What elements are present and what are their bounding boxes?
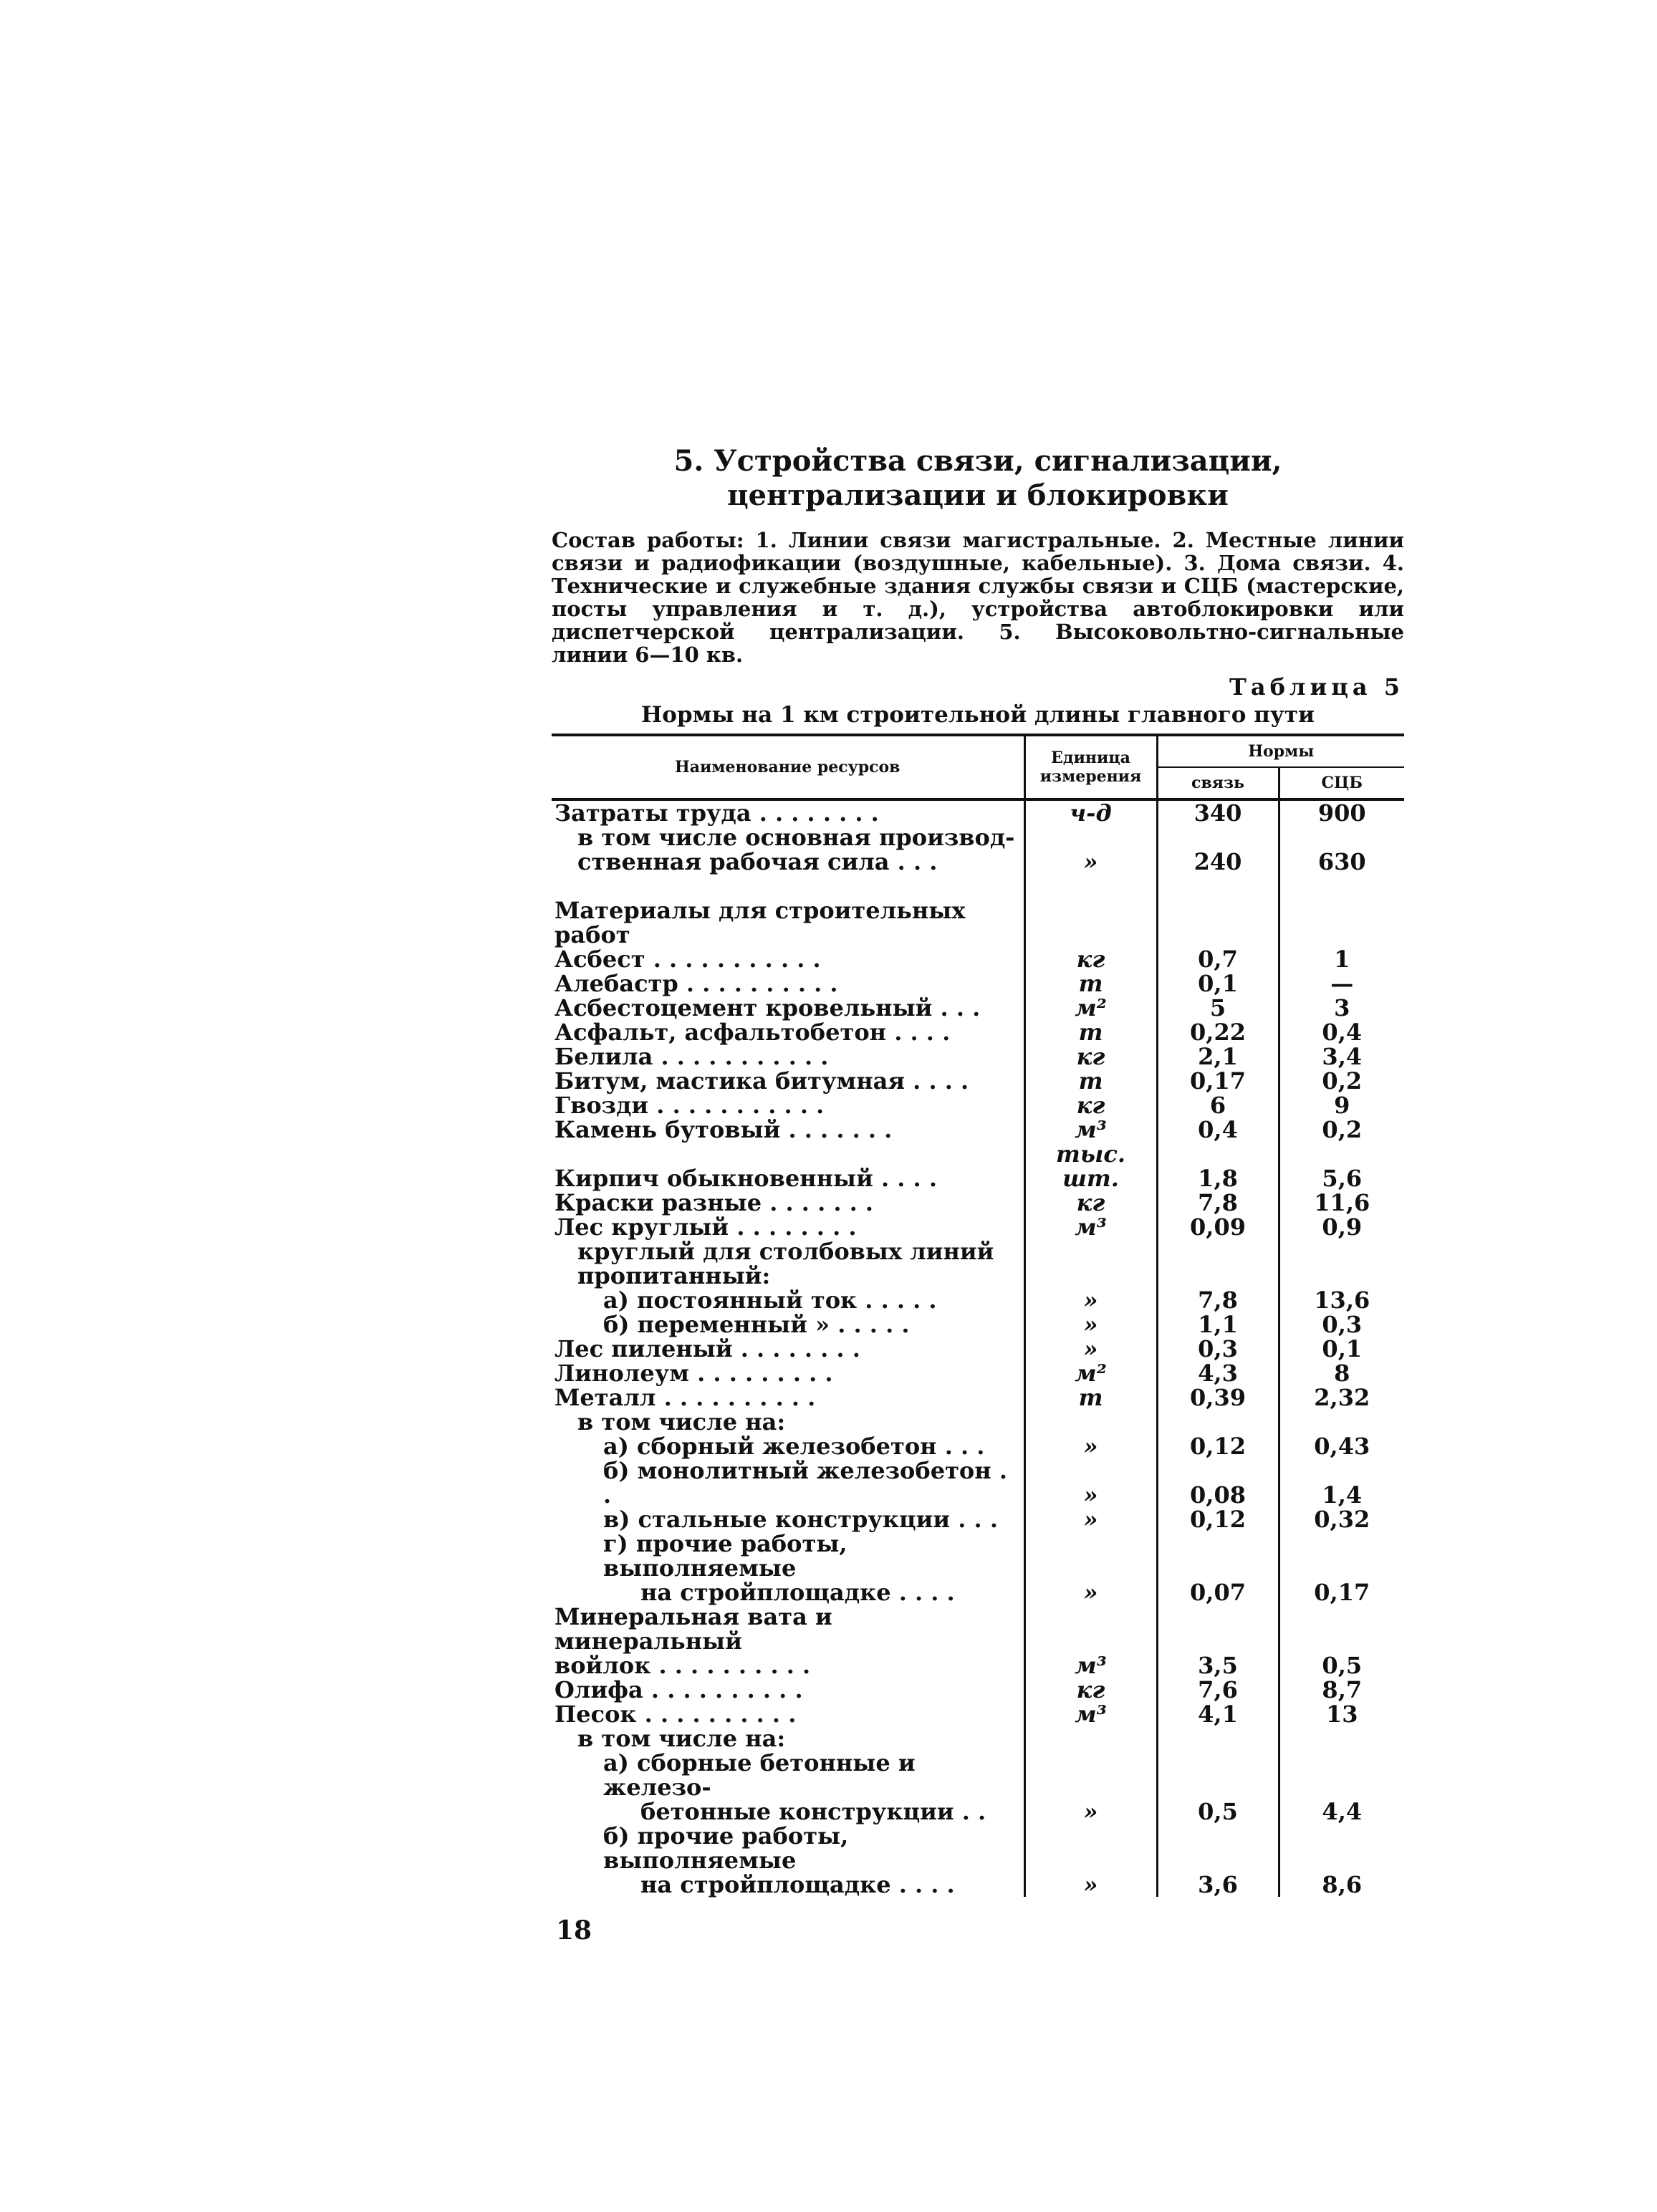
communication-value-cell: 3,5 (1157, 1653, 1279, 1678)
table-row (552, 1410, 1404, 1434)
scb-value-cell: 13,6 (1314, 1287, 1370, 1314)
unit-cell: » (1024, 850, 1157, 874)
resource-name-cell (552, 874, 1024, 898)
header-resource-name: Наименование ресурсов (552, 735, 1024, 799)
communication-value-cell: 7,6 (1157, 1678, 1279, 1702)
unit-cell: » (1024, 1458, 1157, 1507)
unit-cell: м³ (1024, 1702, 1157, 1726)
unit-cell: кг (1024, 1093, 1157, 1117)
unit-cell (1024, 898, 1157, 947)
communication-value-cell: 0,07 (1157, 1580, 1279, 1605)
table-row (552, 947, 1404, 971)
table-row (552, 825, 1404, 850)
table-row (552, 996, 1404, 1020)
communication-value-cell (1157, 1239, 1279, 1288)
scb-value-cell: 8,7 (1322, 1676, 1363, 1703)
scb-value-cell (1279, 1239, 1404, 1288)
unit-cell: » (1024, 1507, 1157, 1531)
scb-value-cell: 8,6 (1322, 1871, 1363, 1898)
scb-value-cell: 0,32 (1314, 1506, 1370, 1533)
communication-value-cell: 7,8 (1157, 1191, 1279, 1215)
work-composition-text: Состав работы: 1. Линии связи магистральные. 2. Местные линии связи и радиофикации (воздушные, кабельные). 3. Дома связи. 4. Технические и служебные здания службы связи и СЦБ (мастерские, посты управления и т. д.), устройства автоблокировки или диспетчерской централизации. 5. Высоковольтно-сигнальные линии 6—10 кв. (552, 528, 1404, 667)
unit-cell: » (1024, 1799, 1157, 1824)
resource-name-cell: на стройплощадке . . . . (552, 1580, 1024, 1605)
unit-cell (1024, 874, 1157, 898)
resource-name-cell: г) прочие работы, выполняемые (552, 1531, 1024, 1580)
table-row (552, 1702, 1404, 1726)
unit-cell: т (1024, 1069, 1157, 1093)
table-row (552, 1458, 1404, 1507)
unit-cell: » (1024, 1580, 1157, 1605)
resource-name-cell: в том числе основная производ- (552, 825, 1024, 850)
resource-name-cell: Олифа . . . . . . . . . . (552, 1678, 1024, 1702)
scb-value-cell: 8 (1334, 1360, 1350, 1387)
scb-value-cell: 0,2 (1322, 1067, 1363, 1095)
resource-name-cell: в том числе на: (552, 1410, 1024, 1434)
scb-value-cell (1279, 1824, 1404, 1872)
scb-value-cell (1279, 825, 1404, 850)
unit-cell (1024, 1726, 1157, 1751)
norms-table (552, 734, 1404, 1897)
communication-value-cell: 1,8 (1157, 1142, 1279, 1191)
resource-name-cell: б) прочие работы, выполняемые (552, 1824, 1024, 1872)
communication-value-cell: 0,17 (1157, 1069, 1279, 1093)
communication-value-cell: 4,3 (1157, 1361, 1279, 1385)
resource-name-cell: а) сборные бетонные и железо- (552, 1751, 1024, 1799)
page-number: 18 (556, 1915, 592, 1946)
unit-cell: т (1024, 971, 1157, 996)
header-col-scb: СЦБ (1279, 767, 1404, 799)
communication-value-cell (1157, 874, 1279, 898)
communication-value-cell (1157, 1824, 1279, 1872)
scb-value-cell: 1,4 (1322, 1481, 1363, 1509)
resource-name-cell: Песок . . . . . . . . . . (552, 1702, 1024, 1726)
resource-name-cell: Металл . . . . . . . . . . (552, 1385, 1024, 1410)
table-row (552, 874, 1404, 898)
table-row (552, 1678, 1404, 1702)
communication-value-cell (1157, 1531, 1279, 1580)
scb-value-cell: 11,6 (1314, 1189, 1370, 1216)
communication-value-cell: 0,3 (1157, 1337, 1279, 1361)
unit-cell (1024, 1410, 1157, 1434)
table-row (552, 1751, 1404, 1799)
table-row (552, 1337, 1404, 1361)
table-row (552, 1312, 1404, 1337)
unit-cell: кг (1024, 1044, 1157, 1069)
communication-value-cell (1157, 825, 1279, 850)
unit-cell (1024, 1239, 1157, 1288)
unit-cell (1024, 1751, 1157, 1799)
communication-value-cell: 7,8 (1157, 1288, 1279, 1312)
unit-cell: м² (1024, 1361, 1157, 1385)
resource-name-cell: бетонные конструкции . . (552, 1799, 1024, 1824)
resource-name-cell: Кирпич обыкновенный . . . . (552, 1142, 1024, 1191)
scb-value-cell (1279, 898, 1404, 947)
unit-cell: » (1024, 1288, 1157, 1312)
unit-cell: кг (1024, 1191, 1157, 1215)
resource-name-cell: Битум, мастика битумная . . . . (552, 1069, 1024, 1093)
communication-value-cell: 340 (1157, 799, 1279, 825)
unit-cell: » (1024, 1312, 1157, 1337)
unit-cell: ч-д (1024, 799, 1157, 825)
table-row (552, 1117, 1404, 1142)
scb-value-cell: 0,17 (1314, 1579, 1370, 1606)
table-row (552, 1385, 1404, 1410)
scb-value-cell (1279, 1410, 1404, 1434)
scb-value-cell: 0,3 (1322, 1311, 1363, 1338)
communication-value-cell: 0,4 (1157, 1117, 1279, 1142)
communication-value-cell: 0,22 (1157, 1020, 1279, 1044)
table-row (552, 1191, 1404, 1215)
unit-cell: м³ (1024, 1653, 1157, 1678)
unit-cell: тыс. шт. (1024, 1142, 1157, 1191)
table-row (552, 1507, 1404, 1531)
communication-value-cell: 1,1 (1157, 1312, 1279, 1337)
scb-value-cell: 0,1 (1322, 1335, 1363, 1362)
table-row (552, 1872, 1404, 1897)
unit-cell (1024, 825, 1157, 850)
unit-cell: м³ (1024, 1117, 1157, 1142)
scb-value-cell: 0,5 (1322, 1652, 1363, 1679)
resource-name-cell: ственная рабочая сила . . . (552, 850, 1024, 874)
resource-name-cell: Лес круглый . . . . . . . . (552, 1215, 1024, 1239)
communication-value-cell: 0,08 (1157, 1458, 1279, 1507)
resource-name-cell: Белила . . . . . . . . . . . (552, 1044, 1024, 1069)
header-unit: Единица измерения (1024, 735, 1157, 799)
table-row (552, 1288, 1404, 1312)
table-row (552, 1580, 1404, 1605)
resource-name-cell: б) монолитный железобетон . . (552, 1458, 1024, 1507)
scb-value-cell: 2,32 (1314, 1384, 1370, 1411)
table-row (552, 1069, 1404, 1093)
communication-value-cell: 0,12 (1157, 1434, 1279, 1458)
table-row (552, 1799, 1404, 1824)
table-row (552, 1239, 1404, 1288)
communication-value-cell (1157, 898, 1279, 947)
header-col-communication: связь (1157, 767, 1279, 799)
scb-value-cell: 9 (1334, 1092, 1350, 1119)
resource-name-cell: а) сборный железобетон . . . (552, 1434, 1024, 1458)
scb-value-cell: 13 (1325, 1701, 1358, 1728)
unit-cell: кг (1024, 1678, 1157, 1702)
resource-name-cell: Асфальт, асфальтобетон . . . . (552, 1020, 1024, 1044)
communication-value-cell (1157, 1605, 1279, 1653)
scb-value-cell (1279, 1751, 1404, 1799)
table-row (552, 1653, 1404, 1678)
communication-value-cell: 240 (1157, 850, 1279, 874)
table-row (552, 1020, 1404, 1044)
resource-name-cell: круглый для столбовых линий пропитанный: (552, 1239, 1024, 1288)
scb-value-cell: 3 (1334, 994, 1350, 1021)
unit-cell: » (1024, 1337, 1157, 1361)
resource-name-cell: Асбестоцемент кровельный . . . (552, 996, 1024, 1020)
communication-value-cell (1157, 1410, 1279, 1434)
scb-value-cell: 1 (1334, 946, 1350, 973)
table-row (552, 1605, 1404, 1653)
table-row (552, 1093, 1404, 1117)
section-heading-line-1: 5. Устройства связи, сигнализации, (673, 444, 1282, 478)
scb-value-cell: 3,4 (1322, 1043, 1363, 1070)
page (552, 444, 1404, 1946)
resource-name-cell: Краски разные . . . . . . . (552, 1191, 1024, 1215)
table-row (552, 971, 1404, 996)
table-row (552, 1726, 1404, 1751)
unit-cell: м² (1024, 996, 1157, 1020)
table-row (552, 898, 1404, 947)
communication-value-cell: 0,7 (1157, 947, 1279, 971)
scb-value-cell: 630 (1317, 848, 1366, 875)
communication-value-cell (1157, 1751, 1279, 1799)
resource-name-cell: на стройплощадке . . . . (552, 1872, 1024, 1897)
unit-cell: кг (1024, 947, 1157, 971)
table-row (552, 1434, 1404, 1458)
scb-value-cell: 0,2 (1322, 1116, 1363, 1143)
table-row (552, 1215, 1404, 1239)
unit-cell: т (1024, 1385, 1157, 1410)
communication-value-cell: 0,39 (1157, 1385, 1279, 1410)
section-heading (552, 444, 1404, 513)
resource-name-cell: в том числе на: (552, 1726, 1024, 1751)
resource-name-cell: Гвозди . . . . . . . . . . . (552, 1093, 1024, 1117)
scb-value-cell: 900 (1317, 799, 1366, 827)
table-row (552, 799, 1404, 825)
communication-value-cell: 0,1 (1157, 971, 1279, 996)
communication-value-cell: 0,5 (1157, 1799, 1279, 1824)
section-heading-line-2: централизации и блокировки (727, 479, 1229, 512)
scb-value-cell: — (1330, 970, 1354, 997)
resource-name-cell: Асбест . . . . . . . . . . . (552, 947, 1024, 971)
communication-value-cell: 0,09 (1157, 1215, 1279, 1239)
unit-cell (1024, 1531, 1157, 1580)
communication-value-cell (1157, 1726, 1279, 1751)
communication-value-cell: 0,12 (1157, 1507, 1279, 1531)
resource-name-cell: Минеральная вата и минеральный (552, 1605, 1024, 1653)
communication-value-cell: 4,1 (1157, 1702, 1279, 1726)
scb-value-cell (1279, 874, 1404, 898)
scb-value-cell: 4,4 (1322, 1798, 1363, 1825)
scb-value-cell (1279, 1605, 1404, 1653)
communication-value-cell: 2,1 (1157, 1044, 1279, 1069)
table-body (552, 799, 1404, 1897)
communication-value-cell: 6 (1157, 1093, 1279, 1117)
scb-value-cell: 0,4 (1322, 1019, 1363, 1046)
table-row (552, 1044, 1404, 1069)
unit-cell (1024, 1824, 1157, 1872)
resource-name-cell: войлок . . . . . . . . . . (552, 1653, 1024, 1678)
resource-name-cell: б) переменный » . . . . . (552, 1312, 1024, 1337)
scb-value-cell: 0,9 (1322, 1213, 1363, 1241)
table-label: Таблица 5 (1229, 673, 1404, 701)
table-row (552, 1531, 1404, 1580)
resource-name-cell: Линолеум . . . . . . . . . (552, 1361, 1024, 1385)
resource-name-cell: Алебастр . . . . . . . . . . (552, 971, 1024, 996)
table-row (552, 1824, 1404, 1872)
resource-name-cell: Камень бутовый . . . . . . . (552, 1117, 1024, 1142)
resource-name-cell: а) постоянный ток . . . . . (552, 1288, 1024, 1312)
scb-value-cell (1279, 1726, 1404, 1751)
table-row (552, 850, 1404, 874)
table-caption: Нормы на 1 км строительной длины главного пути (640, 702, 1315, 728)
communication-value-cell: 3,6 (1157, 1872, 1279, 1897)
header-norms: Нормы (1157, 735, 1404, 767)
table-row (552, 1142, 1404, 1191)
unit-cell: » (1024, 1872, 1157, 1897)
resource-name-cell: Материалы для строительных работ (552, 898, 1024, 947)
unit-cell (1024, 1605, 1157, 1653)
communication-value-cell: 5 (1157, 996, 1279, 1020)
unit-cell: т (1024, 1020, 1157, 1044)
table-row (552, 1361, 1404, 1385)
scb-value-cell (1279, 1531, 1404, 1580)
unit-cell: м³ (1024, 1215, 1157, 1239)
resource-name-cell: Лес пиленый . . . . . . . . (552, 1337, 1024, 1361)
resource-name-cell: в) стальные конструкции . . . (552, 1507, 1024, 1531)
resource-name-cell: Затраты труда . . . . . . . . (552, 799, 1024, 825)
unit-cell: » (1024, 1434, 1157, 1458)
scb-value-cell: 0,43 (1314, 1433, 1370, 1460)
scb-value-cell: 5,6 (1322, 1165, 1363, 1192)
